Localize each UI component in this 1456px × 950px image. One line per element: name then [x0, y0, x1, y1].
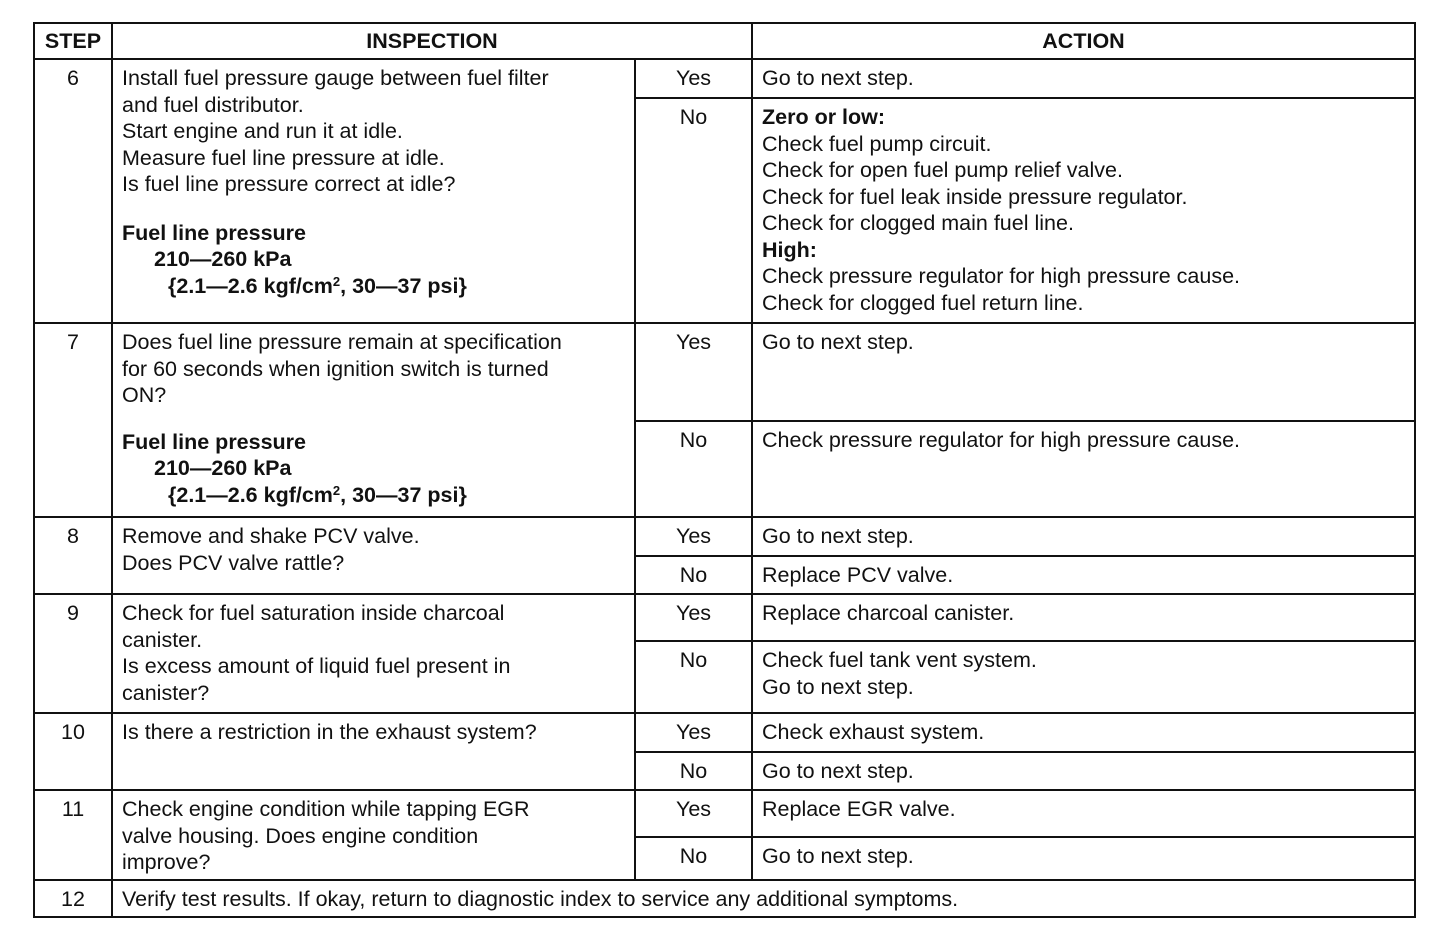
action-cell	[752, 790, 1415, 837]
step-number: 7	[34, 323, 112, 517]
action-cell	[752, 517, 1415, 556]
inspection-cell	[112, 59, 635, 323]
inspection-line: Install fuel pressure gauge between fuel filter	[122, 66, 549, 90]
spec-value: 210—260 kPa	[154, 456, 292, 480]
inspection-line: Is fuel line pressure correct at idle?	[122, 172, 456, 196]
inspection-line: Check engine condition while tapping EGR	[122, 797, 530, 821]
action-heading: Zero or low:	[762, 105, 886, 129]
step-9-yes-row	[34, 594, 1415, 641]
no-label: No	[635, 837, 752, 880]
action-heading: High:	[762, 237, 817, 262]
action-line: Replace charcoal canister.	[762, 601, 1015, 625]
header-row	[34, 23, 1415, 59]
inspection-line: ON?	[122, 383, 167, 407]
spec-title: Fuel line pressure	[122, 429, 307, 454]
action-cell	[752, 594, 1415, 641]
inspection-cell	[112, 790, 635, 880]
step-number: 12	[34, 880, 112, 917]
action-cell	[752, 713, 1415, 752]
spec-title: Fuel line pressure	[122, 220, 307, 245]
action-line: Replace EGR valve.	[762, 797, 956, 821]
inspection-line: improve?	[122, 850, 211, 874]
inspection-line: Start engine and run it at idle.	[122, 119, 403, 143]
no-label: No	[635, 752, 752, 790]
inspection-line: Measure fuel line pressure at idle.	[122, 145, 445, 170]
step-8-yes-row	[34, 517, 1415, 556]
inspection-line: valve housing. Does engine condition	[122, 823, 479, 848]
action-cell	[752, 641, 1415, 713]
yes-label: Yes	[635, 59, 752, 98]
step-11-yes-row	[34, 790, 1415, 837]
action-cell	[752, 556, 1415, 594]
spec-alt-value	[122, 273, 625, 300]
step-6-yes-row	[34, 59, 1415, 98]
inspection-header: INSPECTION	[112, 23, 752, 59]
spec-alt-prefix: {2.1—2.6 kgf/cm	[168, 273, 333, 298]
yes-label: Yes	[635, 713, 752, 752]
action-cell	[752, 752, 1415, 790]
action-line: Check fuel tank vent system.	[762, 648, 1037, 672]
inspection-line: canister?	[122, 680, 210, 705]
no-label: No	[635, 641, 752, 713]
inspection-cell	[112, 323, 635, 517]
yes-label: Yes	[635, 594, 752, 641]
spec-alt-suffix: , 30—37 psi}	[340, 482, 467, 507]
action-line: Go to next step.	[762, 524, 914, 548]
final-step-text: Verify test results. If okay, return to diagnostic index to service any additional symptoms.	[112, 880, 1415, 917]
inspection-line: Does PCV valve rattle?	[122, 550, 345, 575]
action-cell	[752, 837, 1415, 880]
diagnostic-table	[33, 22, 1416, 918]
inspection-line: canister.	[122, 627, 203, 652]
fuel-pressure-spec	[122, 429, 625, 509]
action-header: ACTION	[752, 23, 1415, 59]
inspection-cell	[112, 594, 635, 713]
yes-label: Yes	[635, 517, 752, 556]
spec-alt-sup: 2	[332, 482, 341, 498]
step-header: STEP	[34, 23, 112, 59]
step-number: 11	[34, 790, 112, 880]
action-line: Replace PCV valve.	[762, 563, 954, 587]
step-10-yes-row	[34, 713, 1415, 752]
spec-alt-prefix: {2.1—2.6 kgf/cm	[168, 482, 333, 507]
spec-alt-suffix: , 30—37 psi}	[340, 273, 467, 298]
action-line: Check exhaust system.	[762, 720, 985, 744]
yes-label: Yes	[635, 323, 752, 421]
inspection-cell	[112, 713, 635, 790]
spec-value: 210—260 kPa	[154, 247, 292, 271]
spec-alt-sup: 2	[332, 273, 341, 289]
action-line: Go to next step.	[762, 844, 914, 868]
step-7-yes-row	[34, 323, 1415, 421]
no-label: No	[635, 421, 752, 517]
action-line: Check for clogged fuel return line.	[762, 290, 1084, 315]
spec-alt-value	[122, 482, 625, 509]
action-line: Check for open fuel pump relief valve.	[762, 158, 1123, 182]
action-cell	[752, 59, 1415, 98]
inspection-line: Does fuel line pressure remain at specification	[122, 330, 562, 354]
step-12-row	[34, 880, 1415, 917]
action-line: Go to next step.	[762, 66, 914, 90]
fuel-pressure-spec	[122, 220, 625, 300]
action-line: Go to next step.	[762, 759, 914, 783]
action-line: Check for fuel leak inside pressure regulator.	[762, 184, 1188, 209]
action-line: Go to next step.	[762, 674, 914, 699]
no-label: No	[635, 556, 752, 594]
step-number: 10	[34, 713, 112, 790]
inspection-cell	[112, 517, 635, 594]
action-line: Check pressure regulator for high pressure cause.	[762, 428, 1241, 452]
inspection-line: Remove and shake PCV valve.	[122, 524, 420, 548]
action-line: Check for clogged main fuel line.	[762, 211, 1074, 235]
action-cell	[752, 323, 1415, 421]
inspection-line: for 60 seconds when ignition switch is turned	[122, 356, 549, 381]
inspection-line: Is there a restriction in the exhaust system?	[122, 720, 537, 744]
inspection-line: Check for fuel saturation inside charcoal	[122, 601, 505, 625]
action-line: Check pressure regulator for high pressure cause.	[762, 264, 1241, 288]
step-number: 6	[34, 59, 112, 323]
no-label: No	[635, 98, 752, 323]
action-cell	[752, 421, 1415, 517]
yes-label: Yes	[635, 790, 752, 837]
inspection-line: Is excess amount of liquid fuel present in	[122, 654, 511, 678]
step-number: 8	[34, 517, 112, 594]
action-line: Check fuel pump circuit.	[762, 131, 992, 156]
inspection-line: and fuel distributor.	[122, 92, 304, 117]
action-cell	[752, 98, 1415, 323]
step-number: 9	[34, 594, 112, 713]
action-line: Go to next step.	[762, 330, 914, 354]
